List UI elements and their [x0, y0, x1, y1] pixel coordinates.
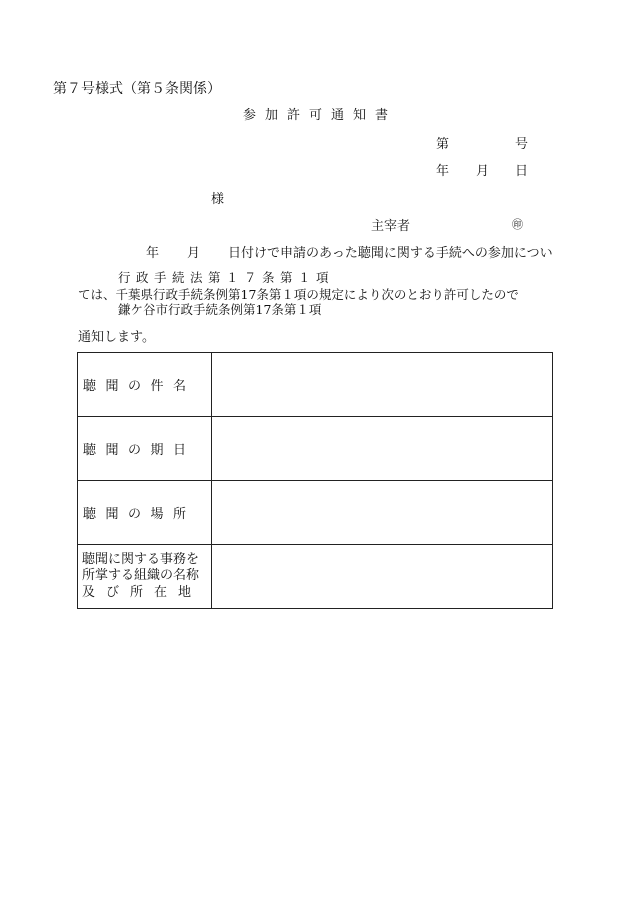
- organization-value[interactable]: [212, 545, 553, 609]
- organization-label-line-2: 所掌する組織の名称: [82, 568, 200, 584]
- body-year-label: 年: [146, 246, 160, 261]
- organization-label-line-1: 聴聞に関する事務を: [82, 551, 200, 567]
- organization-label-line-3: 及び所在地: [82, 584, 203, 600]
- hearing-info-table: [77, 352, 553, 609]
- document-number-suffix: 号: [515, 137, 529, 152]
- body-line-3: 通知します。: [78, 330, 155, 345]
- table-row: [78, 417, 553, 481]
- law-reference-city: 鎌ケ谷市行政手続条例第17条第１項: [118, 302, 322, 317]
- date-year-label: 年: [436, 164, 450, 179]
- document-number-prefix: 第: [436, 137, 450, 152]
- form-number-label: 第７号様式（第５条関係）: [53, 81, 221, 97]
- law-reference-national: 行政手続法第１７条第１項: [118, 270, 335, 285]
- addressee-honorific: 様: [211, 192, 225, 207]
- document-title: 参加許可通知書: [243, 108, 398, 123]
- date-month-label: 月: [476, 164, 490, 179]
- table-row: [78, 353, 553, 417]
- body-line-1: [146, 242, 553, 261]
- organizer-label: 主宰者: [371, 219, 411, 234]
- table-row: [78, 545, 553, 609]
- body-line-1-text: 日付けで申請のあった聴聞に関する手続への参加につい: [228, 246, 553, 261]
- hearing-date-value[interactable]: [212, 417, 553, 481]
- hearing-subject-label: 聴聞の件名: [78, 353, 212, 417]
- seal-mark-icon: ㊞: [512, 218, 523, 231]
- body-month-label: 月: [187, 246, 201, 261]
- date-day-label: 日: [515, 164, 529, 179]
- hearing-place-value[interactable]: [212, 481, 553, 545]
- organization-label: [78, 545, 212, 609]
- table-row: [78, 481, 553, 545]
- hearing-subject-value[interactable]: [212, 353, 553, 417]
- body-line-2: ては、千葉県行政手続条例第17条第１項の規定により次のとおり許可したので: [78, 287, 519, 302]
- hearing-place-label: 聴聞の場所: [78, 481, 212, 545]
- hearing-date-label: 聴聞の期日: [78, 417, 212, 481]
